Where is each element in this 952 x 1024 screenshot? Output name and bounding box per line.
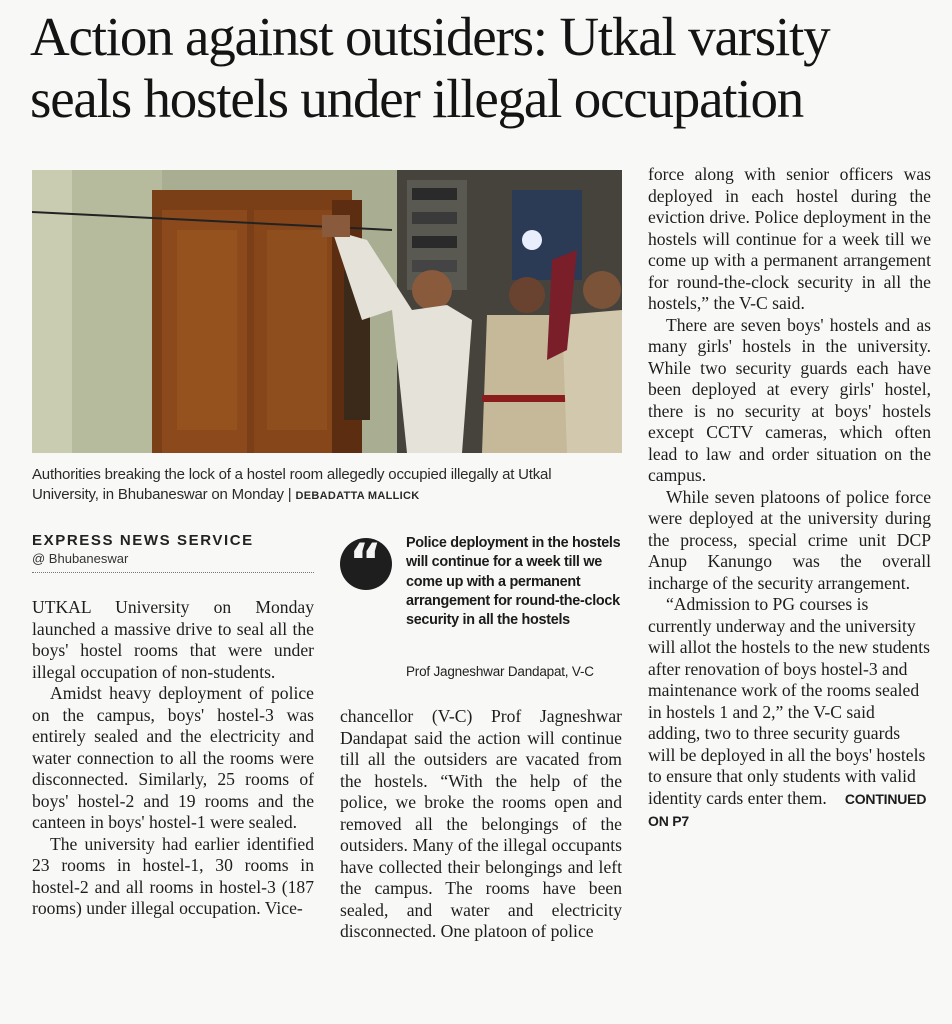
byline-service: EXPRESS NEWS SERVICE xyxy=(32,532,254,549)
news-photo xyxy=(32,170,622,453)
byline-place: @ Bhubaneswar xyxy=(32,551,129,566)
paragraph: The university had earlier identified 23 rooms in hostel-1, 30 rooms in hostel-2 and all rooms in hostel-3 (187 rooms) under illegal occupation. Vice- xyxy=(32,833,314,918)
headline xyxy=(30,6,935,130)
headline-line2: seals hostels under illegal occupation xyxy=(30,68,804,129)
paragraph: UTKAL University on Monday launched a massive drive to seal all the boys' hostel rooms that were under illegal occupation of non-students. xyxy=(32,597,314,682)
byline-divider xyxy=(32,572,314,573)
paragraph-text: “Admission to PG courses is currently underway and the university will allot the hostels to the new students after renovation of boys hostel-3 and maintenance work of the rooms sealed in hostels 1 and 2,” the V-C said adding, two to three security guards will be deployed in all the boys' hostels to ensure that only students with valid identity cards enter them. xyxy=(648,594,930,808)
paragraph: Amidst heavy deployment of police on the campus, boys' hostel-3 was entirely sealed and the electricity and water connection to all the rooms were disconnected. Similarly, 25 rooms of boys' hostel-2 and 19 rooms and the canteen in boys' hostel-1 were sealed. xyxy=(32,683,314,832)
pull-quote-attribution: Prof Jagneshwar Dandapat, V-C xyxy=(406,664,594,679)
paragraph xyxy=(648,594,931,833)
article-column-1 xyxy=(32,597,314,920)
continued-link[interactable]: CONTINUED ON P7 xyxy=(648,790,927,829)
quote-icon: “ xyxy=(340,538,392,590)
caption-line2: University, in Bhubaneswar on Monday | xyxy=(32,486,296,503)
photo-caption xyxy=(32,465,632,506)
article-column-3 xyxy=(648,164,931,833)
photo-illustration xyxy=(32,170,622,453)
pull-quote: Police deployment in the hostels will continue for a week till we come up with a permanent arrangement for round-the-clock security in all the hostels xyxy=(406,535,621,629)
paragraph: force along with senior officers was deployed in each hostel during the eviction drive. Police deployment in the hostels will continue for a week till we come up with a permanent arrangement for round-the-clock security in all the hostels,” the V-C said. xyxy=(648,164,931,313)
paragraph: While seven platoons of police force were deployed at the university during the process, special crime unit DCP Anup Kanungo was the overall incharge of the security arrangement. xyxy=(648,486,931,593)
caption-line1: Authorities breaking the lock of a hostel room allegedly occupied illegally at Utkal xyxy=(32,466,552,483)
photo-credit: DEBADATTA MALLICK xyxy=(295,490,420,502)
paragraph: chancellor (V-C) Prof Jagneshwar Dandapat said the action will continue till all the outsiders are vacated from the hostels. “With the help of the police, we broke the rooms open and removed all the belongings of the outsiders. Many of the illegal occupants have collected their belongings and left the campus. The rooms have been sealed, and water and electricity disconnected. One platoon of police xyxy=(340,706,622,941)
article-column-2 xyxy=(340,706,622,943)
paragraph: There are seven boys' hostels and as many girls' hostels in the university. While two security guards each have been deployed at every girls' hostel, there is no security at boys' hostels except CCTV cameras, which often lead to law and order situation on the campus. xyxy=(648,314,931,485)
headline-line1: Action against outsiders: Utkal varsity xyxy=(30,6,830,67)
